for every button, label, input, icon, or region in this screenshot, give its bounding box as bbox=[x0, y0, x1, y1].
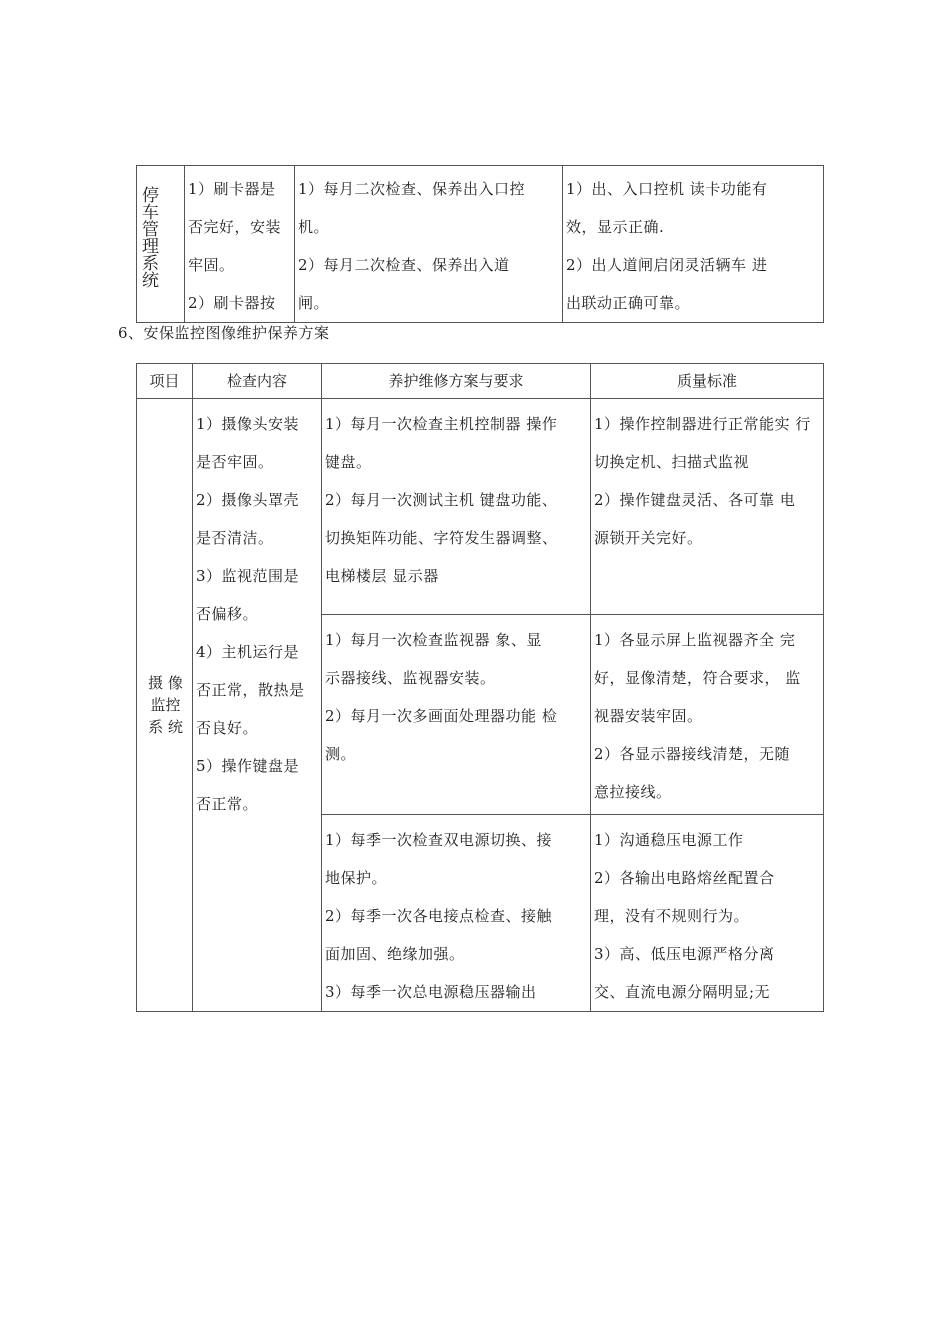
plan-line: 2）每月一次测试主机 键盘功能、 bbox=[325, 491, 558, 509]
header-project: 项目 bbox=[137, 364, 193, 399]
plan-line: 2）每季一次各电接点检查、接触 bbox=[325, 907, 553, 925]
plan-line: 闸。 bbox=[298, 294, 330, 312]
plan-line: 切换矩阵功能、字符发生器调整、 bbox=[325, 529, 558, 547]
standard-line: 效，显示正确. bbox=[566, 218, 665, 236]
plan-line: 电梯楼层 显示器 bbox=[325, 567, 439, 585]
check-line: 1）摄像头安装 bbox=[196, 415, 300, 433]
section-heading: 6、安保监控图像维护保养方案 bbox=[118, 324, 330, 342]
standard-line: 交、直流电源分隔明显;无 bbox=[594, 983, 771, 1001]
plan-line: 2）每月二次检查、保养出入道 bbox=[298, 256, 510, 274]
project-line: 监控 bbox=[150, 696, 181, 714]
standard-line: 2）操作键盘灵活、各可靠 电 bbox=[594, 491, 796, 509]
system-label-cell bbox=[137, 166, 185, 323]
plan-line: 1）每季一次检查双电源切换、接 bbox=[325, 831, 553, 849]
standard-line: 出联动正确可靠。 bbox=[566, 294, 691, 312]
maintenance-plan-cell bbox=[322, 399, 591, 615]
check-line: 否偏移。 bbox=[196, 605, 259, 623]
plan-line: 1）每月一次检查主机控制器 操作 bbox=[325, 415, 558, 433]
check-line: 否正常。 bbox=[196, 795, 259, 813]
plan-line: 地保护。 bbox=[325, 869, 388, 887]
plan-line: 1）每月一次检查监视器 象、显 bbox=[325, 631, 542, 649]
check-line: 否完好，安装 bbox=[188, 218, 282, 236]
check-content-cell bbox=[185, 166, 295, 323]
check-line: 是否牢固。 bbox=[196, 453, 274, 471]
quality-standard-cell bbox=[591, 615, 824, 815]
plan-line: 机。 bbox=[298, 218, 330, 236]
plan-line: 面加固、绝缘加强。 bbox=[325, 945, 465, 963]
maintenance-plan-cell bbox=[322, 815, 591, 1012]
table-row bbox=[137, 399, 824, 615]
project-line: 系 统 bbox=[148, 718, 183, 736]
system-label: 停车管理系统 bbox=[138, 186, 158, 288]
plan-line: 测。 bbox=[325, 745, 357, 763]
check-line: 5）操作键盘是 bbox=[196, 757, 300, 775]
standard-line: 好，显像清楚，符合要求， 监 bbox=[594, 669, 801, 687]
check-line: 2）摄像头罩壳 bbox=[196, 491, 300, 509]
check-line: 否良好。 bbox=[196, 719, 259, 737]
standard-line: 意拉接线。 bbox=[594, 783, 672, 801]
quality-standard-cell bbox=[591, 399, 824, 615]
standard-line: 1）沟通稳压电源工作 bbox=[594, 831, 744, 849]
standard-line: 2）各显示器接线清楚，无随 bbox=[594, 745, 791, 763]
standard-line: 1）出、入口控机 读卡功能有 bbox=[566, 180, 768, 198]
plan-line: 示器接线、监视器安装。 bbox=[325, 669, 496, 687]
plan-line: 2）每月一次多画面处理器功能 检 bbox=[325, 707, 558, 725]
quality-standard-cell bbox=[591, 815, 824, 1012]
cctv-maintenance-table bbox=[136, 363, 824, 1012]
standard-line: 源锁开关完好。 bbox=[594, 529, 703, 547]
header-quality-standard: 质量标准 bbox=[591, 364, 824, 399]
standard-line: 2）出人道闸启闭灵活辆车 进 bbox=[566, 256, 768, 274]
project-line: 摄 像 bbox=[148, 674, 183, 692]
standard-line: 2）各输出电路熔丝配置合 bbox=[594, 869, 775, 887]
check-line: 4）主机运行是 bbox=[196, 643, 300, 661]
plan-line: 3）每季一次总电源稳压器输出 bbox=[325, 983, 537, 1001]
check-line: 1）刷卡器是 bbox=[188, 180, 276, 198]
table-header-row bbox=[137, 364, 824, 399]
standard-line: 3）高、低压电源严格分离 bbox=[594, 945, 775, 963]
quality-standard-cell bbox=[563, 166, 824, 323]
header-check-content: 检查内容 bbox=[193, 364, 322, 399]
check-line: 2）刷卡器按 bbox=[188, 294, 276, 312]
project-cell bbox=[137, 399, 193, 1012]
parking-system-table bbox=[136, 165, 824, 323]
standard-line: 理，没有不规则行为。 bbox=[594, 907, 750, 925]
plan-line: 键盘。 bbox=[325, 453, 372, 471]
check-line: 是否清洁。 bbox=[196, 529, 274, 547]
check-line: 牢固。 bbox=[188, 256, 235, 274]
maintenance-plan-cell bbox=[295, 166, 563, 323]
maintenance-plan-cell bbox=[322, 615, 591, 815]
check-line: 3）监视范围是 bbox=[196, 567, 300, 585]
standard-line: 1）操作控制器进行正常能实 行 bbox=[594, 415, 811, 433]
standard-line: 1）各显示屏上监视器齐全 完 bbox=[594, 631, 796, 649]
header-maintenance-plan: 养护维修方案与要求 bbox=[322, 364, 591, 399]
plan-line: 1）每月二次检查、保养出入口控 bbox=[298, 180, 526, 198]
check-line: 否正常，散热是 bbox=[196, 681, 305, 699]
standard-line: 切换定机、扫描式监视 bbox=[594, 453, 750, 471]
check-content-cell bbox=[193, 399, 322, 1012]
standard-line: 视器安装牢固。 bbox=[594, 707, 703, 725]
